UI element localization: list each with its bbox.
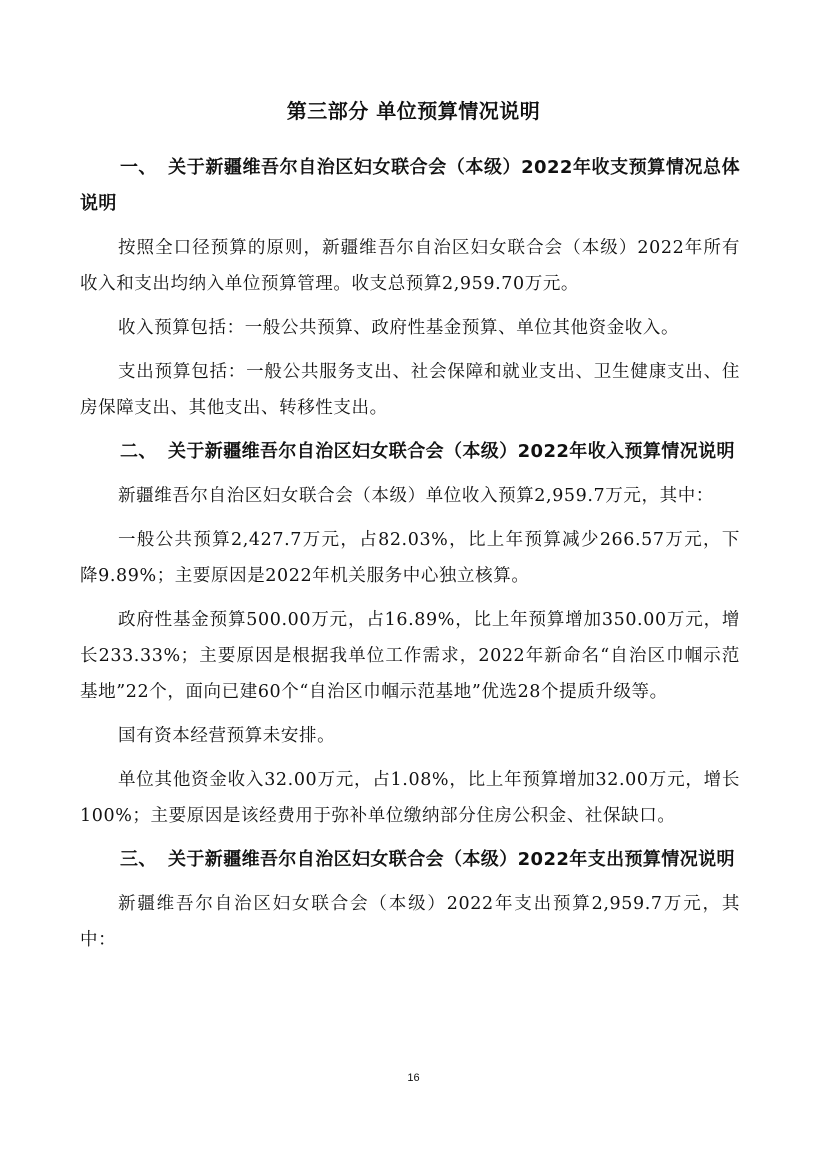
paragraph: 新疆维吾尔自治区妇女联合会（本级）2022年支出预算2,959.7万元，其中： (80, 894, 740, 950)
paragraph: 一般公共预算2,427.7万元，占82.03%，比上年预算减少266.57万元，下降9.89%；主要原因是2022年机关服务中心独立核算。 (80, 530, 740, 586)
page-number: 16 (407, 1072, 420, 1084)
paragraph: 新疆维吾尔自治区妇女联合会（本级）单位收入预算2,959.7万元，其中： (118, 486, 714, 506)
paragraph: 政府性基金预算500.00万元，占16.89%，比上年预算增加350.00万元，增长233.33%；主要原因是根据我单位工作需求，2022年新命名“自治区巾帼示范基地”22个，面向已建60个“自治区巾帼示范基地”优选28个提质升级等。 (80, 610, 740, 702)
section-number: 二、 (120, 441, 157, 462)
section-heading-text: 关于新疆维吾尔自治区妇女联合会（本级）2022年支出预算情况说明 (168, 849, 735, 870)
paragraph: 支出预算包括：一般公共服务支出、社会保障和就业支出、卫生健康支出、住房保障支出、其他支出、转移性支出。 (80, 362, 740, 418)
section-heading-text: 关于新疆维吾尔自治区妇女联合会（本级）2022年收入预算情况说明 (168, 441, 735, 462)
section-heading-1 (80, 150, 740, 222)
document-body (80, 150, 740, 966)
paragraph: 国有资本经营预算未安排。 (118, 726, 336, 746)
paragraph: 收入预算包括：一般公共预算、政府性基金预算、单位其他资金收入。 (118, 318, 680, 338)
section-number: 三、 (120, 849, 157, 870)
section-number: 一、 (120, 157, 157, 178)
paragraph: 按照全口径预算的原则，新疆维吾尔自治区妇女联合会（本级）2022年所有收入和支出均纳入单位预算管理。收支总预算2,959.70万元。 (80, 238, 740, 294)
paragraph: 单位其他资金收入32.00万元，占1.08%，比上年预算增加32.00万元，增长100%；主要原因是该经费用于弥补单位缴纳部分住房公积金、社保缺口。 (80, 770, 740, 826)
section-heading-3 (80, 842, 740, 878)
section-heading-2 (80, 434, 740, 470)
section-heading-text: 关于新疆维吾尔自治区妇女联合会（本级）2022年收支预算情况总体说明 (80, 157, 740, 214)
page-title: 第三部分 单位预算情况说明 (286, 99, 541, 123)
